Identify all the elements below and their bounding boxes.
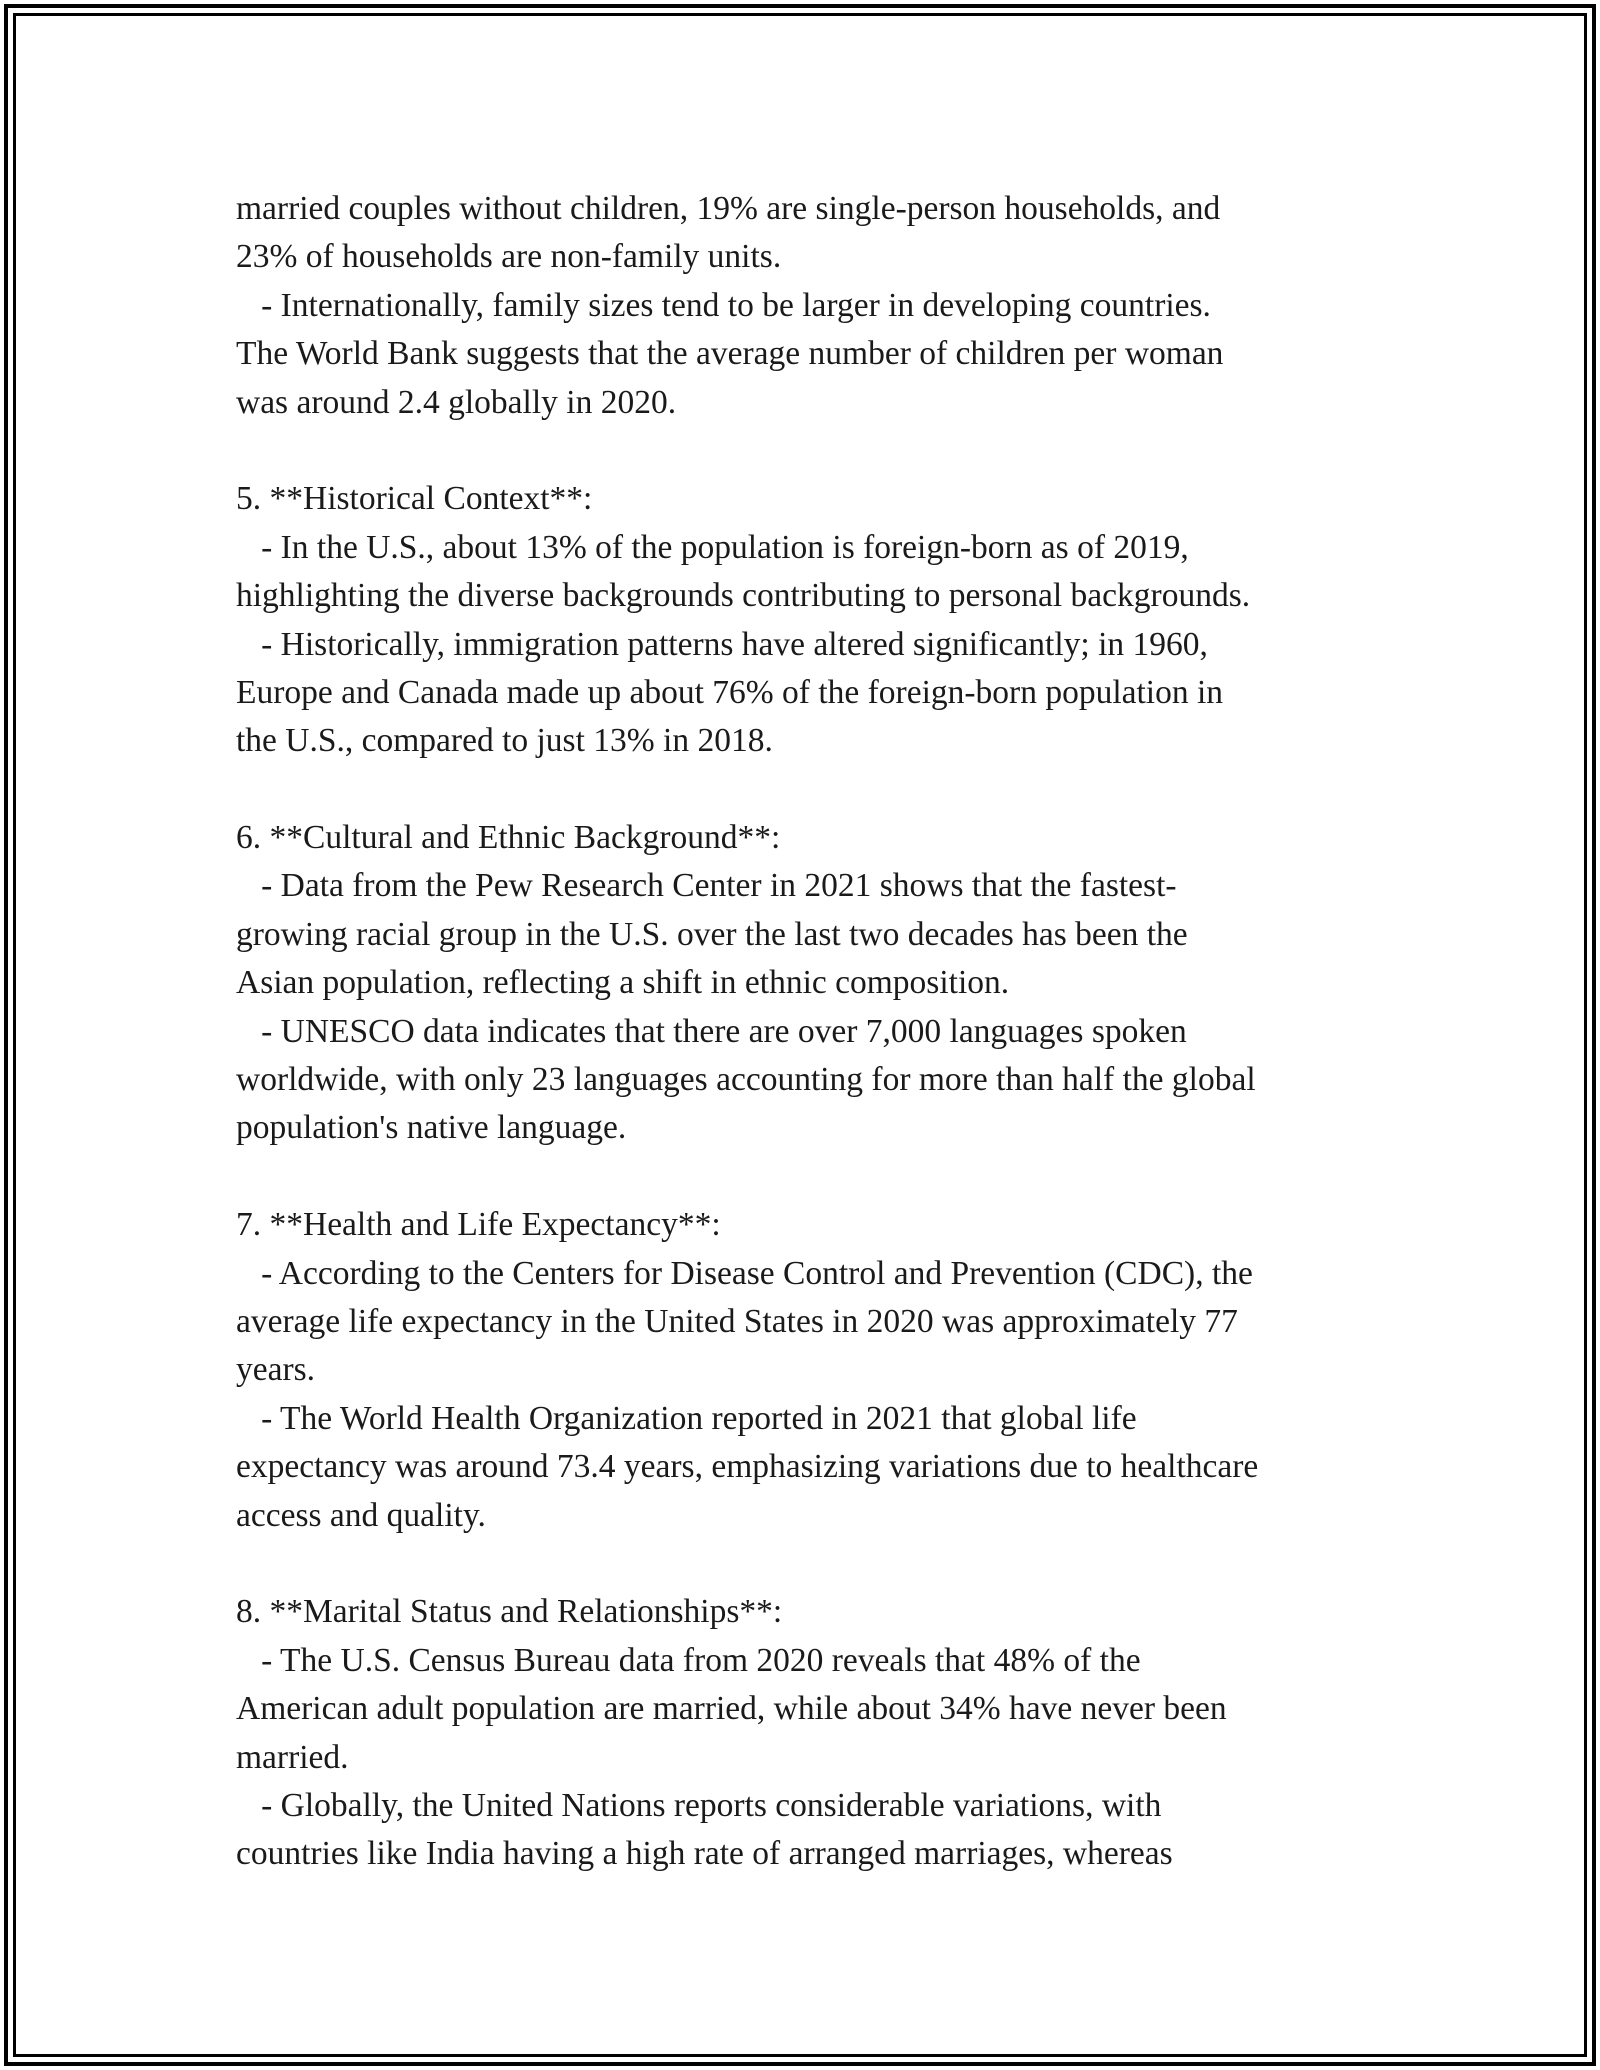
text-line: years.	[236, 1351, 316, 1389]
text-line: - In the U.S., about 13% of the population is foreign-born as of 2019,	[236, 528, 1189, 566]
text-line: countries like India having a high rate of arranged marriages, whereas	[236, 1835, 1173, 1873]
text-line: 23% of households are non-family units.	[236, 238, 782, 276]
blank-line	[236, 1540, 1396, 1588]
section-heading: 5. **Historical Context**:	[236, 480, 593, 518]
text-line: Asian population, reflecting a shift in ethnic composition.	[236, 964, 1010, 1002]
text-line: - Historically, immigration patterns have altered significantly; in 1960,	[236, 625, 1208, 663]
text-line: highlighting the diverse backgrounds contributing to personal backgrounds.	[236, 577, 1251, 615]
text-line: expectancy was around 73.4 years, emphasizing variations due to healthcare	[236, 1448, 1259, 1486]
document-body	[236, 185, 1396, 1879]
text-line: - The U.S. Census Bureau data from 2020 reveals that 48% of the	[236, 1641, 1141, 1679]
section-heading: 6. **Cultural and Ethnic Background**:	[236, 819, 781, 857]
text-line: growing racial group in the U.S. over the last two decades has been the	[236, 915, 1188, 953]
text-line: - According to the Centers for Disease Control and Prevention (CDC), the	[236, 1254, 1253, 1292]
text-line: married.	[236, 1738, 349, 1776]
text-line: was around 2.4 globally in 2020.	[236, 383, 677, 421]
text-line: - Data from the Pew Research Center in 2021 shows that the fastest-	[236, 867, 1177, 905]
text-line: married couples without children, 19% are single-person households, and	[236, 190, 1221, 227]
text-line: American adult population are married, while about 34% have never been	[236, 1690, 1227, 1728]
text-line: Europe and Canada made up about 76% of the foreign-born population in	[236, 673, 1224, 711]
text-line: The World Bank suggests that the average number of children per woman	[236, 335, 1224, 373]
text-line: - The World Health Organization reported in 2021 that global life	[236, 1399, 1137, 1437]
text-line: - UNESCO data indicates that there are over 7,000 languages spoken	[236, 1012, 1187, 1050]
text-line: population's native language.	[236, 1109, 627, 1147]
text-line: the U.S., compared to just 13% in 2018.	[236, 722, 773, 760]
text-line: average life expectancy in the United States in 2020 was approximately 77	[236, 1302, 1238, 1340]
blank-line	[236, 427, 1396, 475]
section-heading: 8. **Marital Status and Relationships**:	[236, 1593, 783, 1631]
section-heading: 7. **Health and Life Expectancy**:	[236, 1206, 721, 1244]
blank-line	[236, 766, 1396, 814]
text-line: access and quality.	[236, 1496, 486, 1534]
text-line: - Internationally, family sizes tend to be larger in developing countries.	[236, 286, 1211, 324]
text-line: worldwide, with only 23 languages accounting for more than half the global	[236, 1061, 1256, 1099]
text-line: - Globally, the United Nations reports considerable variations, with	[236, 1786, 1162, 1824]
blank-line	[236, 1153, 1396, 1201]
